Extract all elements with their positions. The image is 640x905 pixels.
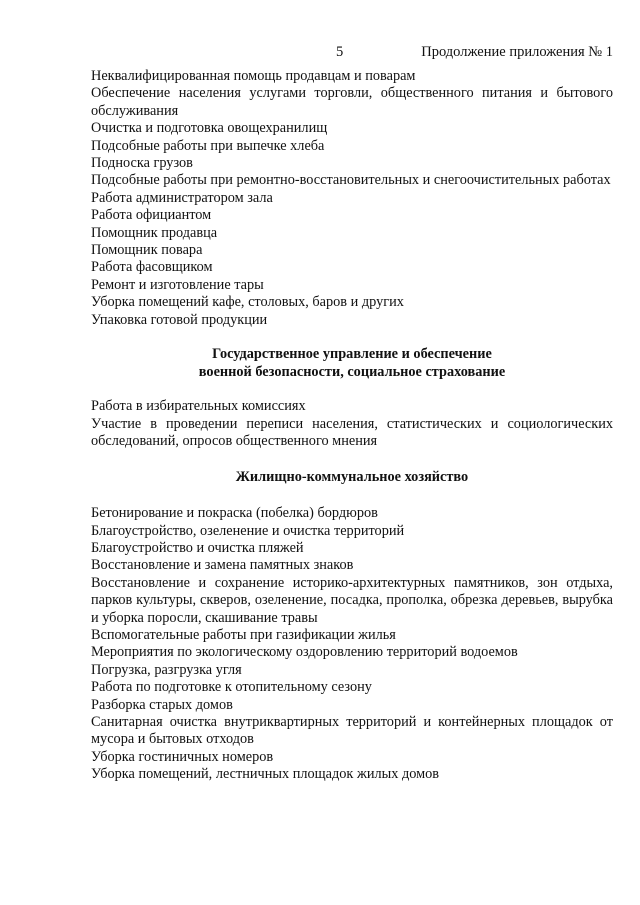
section-title-line: военной безопасности, социальное страхование: [198, 363, 506, 380]
list-item: Уборка помещений, лестничных площадок жилых домов: [91, 766, 440, 783]
list-item: Погрузка, разгрузка угля: [91, 661, 242, 678]
section-government-list: [91, 398, 613, 450]
list-item: Санитарная очистка внутриквартирных территорий и контейнерных площадок от мусора и бытовых отходов: [91, 713, 613, 748]
list-item: Благоустройство, озеленение и очистка территорий: [91, 522, 405, 539]
list-item: Участие в проведении переписи населения, статистических и социологических обследований, опросов общественного мнения: [91, 415, 613, 450]
list-item: Неквалифицированная помощь продавцам и поварам: [91, 68, 416, 84]
page-header: [0, 44, 640, 64]
list-item: Уборка гостиничных номеров: [91, 748, 274, 765]
list-item: Упаковка готовой продукции: [91, 311, 268, 328]
list-item: Работа фасовщиком: [91, 259, 213, 276]
page-number: 5: [336, 44, 344, 60]
list-item: Обеспечение населения услугами торговли, общественного питания и бытового обслуживания: [91, 85, 613, 119]
list-item: Помощник продавца: [91, 224, 218, 241]
section-trade-services-list: [91, 68, 613, 329]
list-item: Очистка и подготовка овощехранилищ: [91, 120, 328, 137]
spacer: [91, 381, 613, 398]
section-title-line: Государственное управление и обеспечение: [212, 346, 492, 363]
section-title-housing: Жилищно-коммунальное хозяйство: [235, 468, 469, 485]
section-title-government: [91, 346, 613, 381]
list-item: Уборка помещений кафе, столовых, баров и других: [91, 294, 404, 311]
list-item: Восстановление и сохранение историко-архитектурных памятников, зон отдыха, парков культуры, скверов, озеленение, посадка, прополка, обрезка деревьев, вырубка и уборка поросли, скашивание травы: [91, 574, 613, 626]
list-item: Вспомогательные работы при газификации жилья: [91, 626, 396, 643]
list-item: Разборка старых домов: [91, 696, 233, 713]
list-item: Ремонт и изготовление тары: [91, 276, 264, 293]
spacer: [91, 486, 613, 505]
list-item: Подсобные работы при выпечке хлеба: [91, 137, 325, 154]
list-item: Подсобные работы при ремонтно-восстановительных и снегоочистительных работах: [91, 172, 611, 189]
list-item: Бетонирование и покраска (побелка) бордюров: [91, 505, 378, 522]
list-item: Подноска грузов: [91, 155, 193, 172]
list-item: Работа в избирательных комиссиях: [91, 398, 306, 415]
list-item: Помощник повара: [91, 242, 203, 259]
list-item: Благоустройство и очистка пляжей: [91, 539, 304, 556]
list-item: Работа по подготовке к отопительному сезону: [91, 679, 372, 696]
list-item: Восстановление и замена памятных знаков: [91, 557, 354, 574]
list-item: Мероприятия по экологическому оздоровлению территорий водоемов: [91, 644, 518, 661]
spacer: [91, 329, 613, 346]
list-item: Работа администратором зала: [91, 189, 273, 206]
document-body: [91, 68, 613, 784]
appendix-continuation-note: Продолжение приложения № 1: [421, 44, 613, 60]
spacer: [91, 451, 613, 469]
list-item: Работа официантом: [91, 207, 212, 224]
section-housing-list: [91, 505, 613, 784]
